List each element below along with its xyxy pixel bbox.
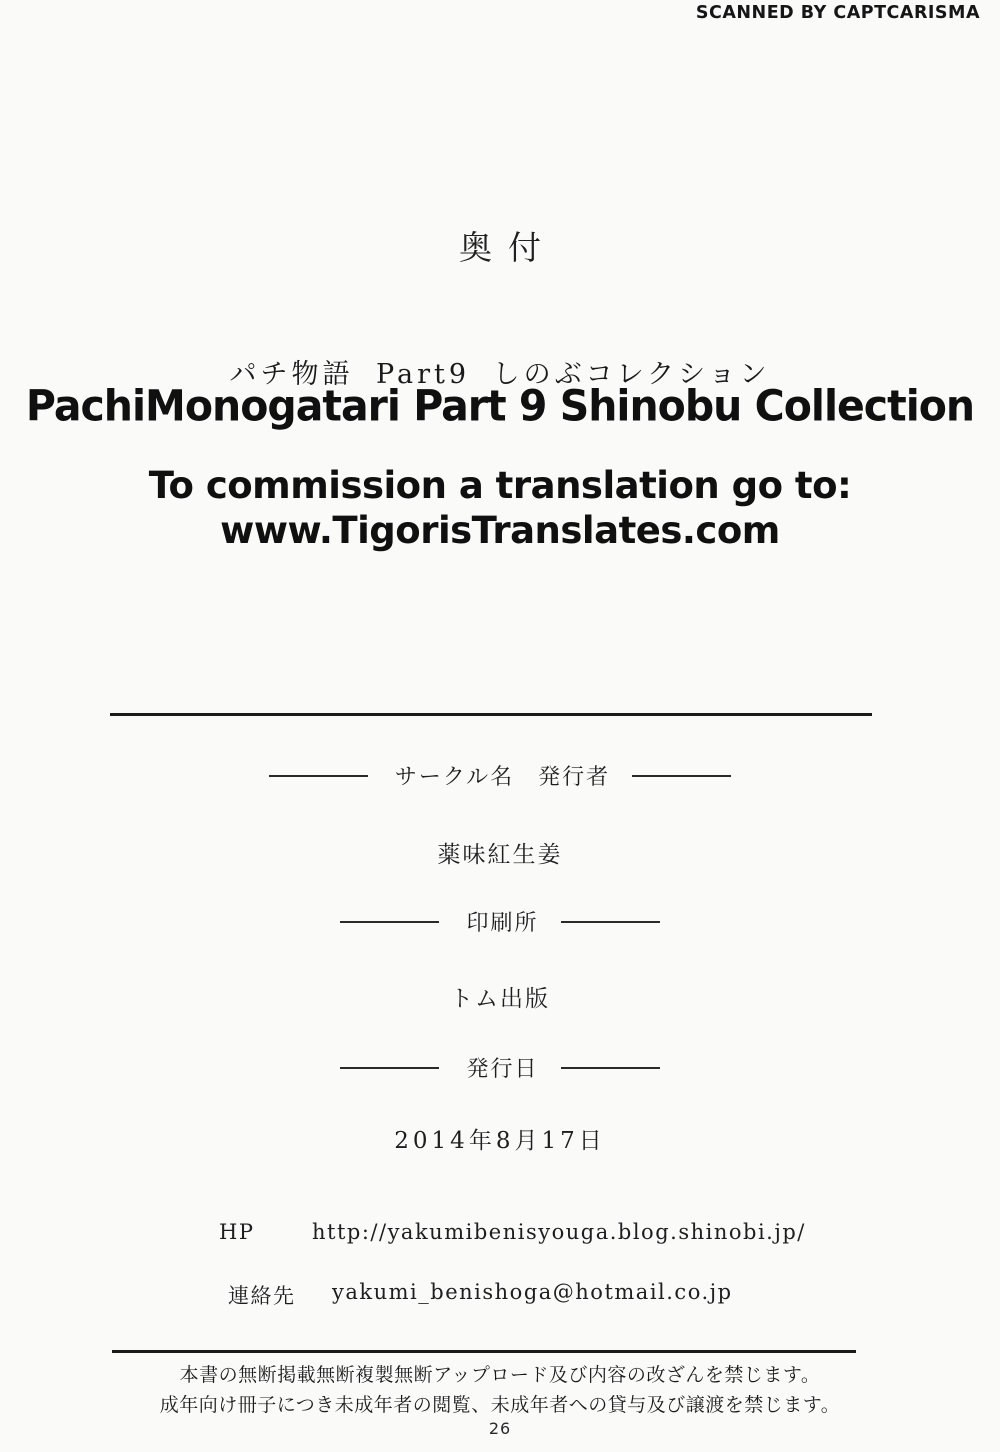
section-header-printer: [0, 906, 1000, 937]
printer-name: トム出版: [450, 986, 550, 1012]
divider-line-top: [110, 713, 872, 716]
section-header-publication-date: [0, 1052, 1000, 1083]
translator-commission-text: To commission a translation go to:: [148, 464, 852, 507]
section-label-circle-publisher: サークル名 発行者: [394, 765, 611, 790]
dash-rule-right: [561, 921, 660, 923]
dash-rule-left: [269, 775, 368, 777]
book-title-japanese: パチ物語 Part9 しのぶコレクション: [229, 359, 771, 390]
dash-rule-right: [632, 775, 731, 777]
section-label-printer: 印刷所: [466, 911, 539, 936]
homepage-label: HP: [219, 1220, 255, 1244]
section-label-publication-date: 発行日: [466, 1057, 539, 1082]
circle-name: 薬味紅生姜: [437, 842, 563, 868]
book-title-english: PachiMonogatari Part 9 Shinobu Collection: [25, 381, 975, 431]
page-number: 26: [488, 1419, 512, 1438]
section-header-circle: [0, 760, 1000, 791]
copyright-notice-line1: 本書の無断掲載無断複製無断アップロード及び内容の改ざんを禁じます。: [179, 1364, 821, 1386]
publication-date: 2014年8月17日: [394, 1128, 606, 1154]
dash-rule-left: [340, 921, 439, 923]
translator-website-url: www.TigorisTranslates.com: [220, 509, 780, 552]
scanner-credit: SCANNED BY CAPTCARISMA: [695, 3, 980, 23]
page-title: 奥付: [459, 228, 557, 267]
contact-label: 連絡先: [228, 1284, 296, 1308]
dash-rule-left: [340, 1067, 439, 1069]
homepage-url: http://yakumibenisyouga.blog.shinobi.jp/: [312, 1220, 806, 1244]
divider-line-bottom: [112, 1350, 856, 1353]
contact-email: yakumi_benishoga@hotmail.co.jp: [332, 1280, 733, 1304]
dash-rule-right: [561, 1067, 660, 1069]
adult-content-notice-line2: 成年向け冊子につき未成年者の閲覧、未成年者への貸与及び譲渡を禁じます。: [159, 1394, 841, 1416]
